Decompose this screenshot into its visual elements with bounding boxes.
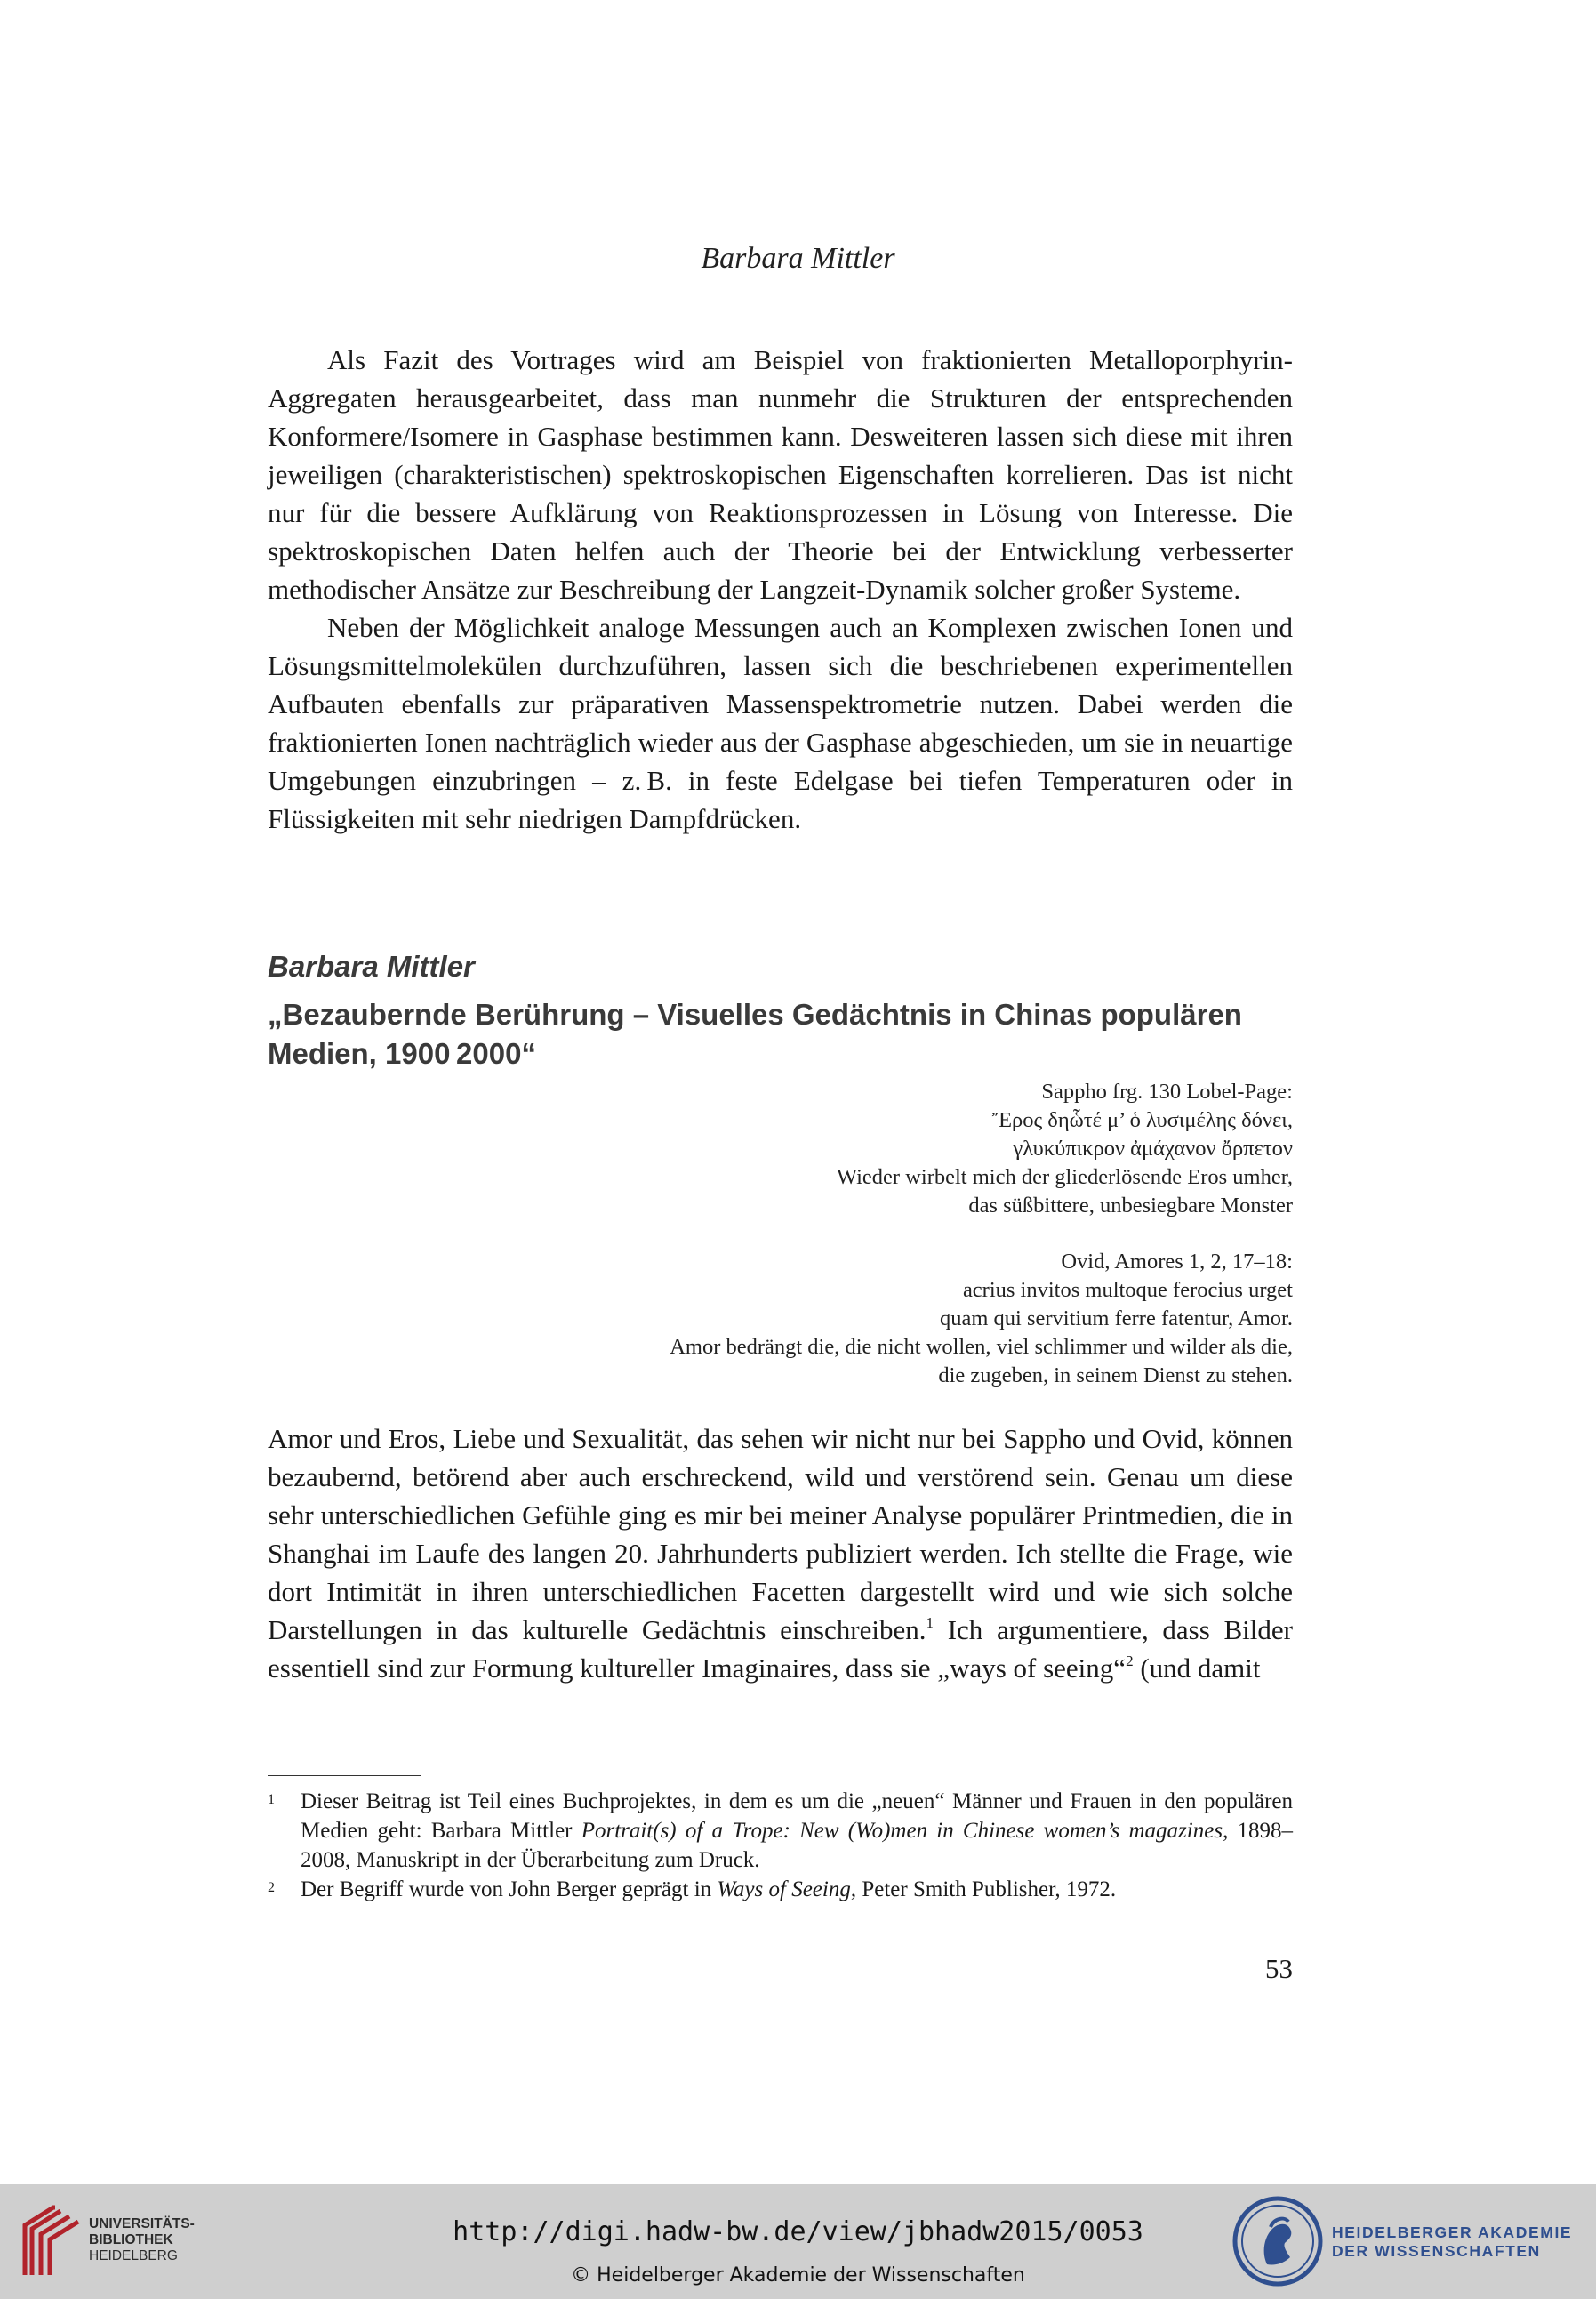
intro-paragraph: Als Fazit des Vortrages wird am Beispiel von fraktionierten Metalloporphyrin-Aggregaten herausgearbeitet, dass man nunmehr die Strukturen der entsprechenden Konformere/Isomere in Gasphase bestimmen kann. Desweiteren lassen sich diese mit ihren jeweiligen (charakteristischen) spektroskopischen Eigenschaften korrelieren. Das ist nicht nur für die bessere Aufklärung von Reaktionsprozessen in Lösung von Interesse. Die spektroskopischen Daten helfen auch der Theorie bei der Entwicklung verbesserter methodischer Ansätze zur Beschreibung der Langzeit-Dynamik solcher großer Systeme. bbox=[268, 344, 1293, 605]
footnote-number: 1 bbox=[268, 1792, 275, 1807]
footnote-divider bbox=[268, 1775, 421, 1776]
library-name-line: HEIDELBERG bbox=[89, 2248, 178, 2263]
academy-name-line: DER WISSENSCHAFTEN bbox=[1332, 2242, 1541, 2260]
main-text-part: Amor und Eros, Liebe und Sexualität, das sehen wir nicht nur bei Sappho und Ovid, können bezaubernd, betörend aber auch erschreckend, wild und verstörend sein. Genau um diese sehr unterschiedlichen Gefühle ging es mir bei meiner Analyse populärer Printmedien, die in Shanghai im Laufe des langen 20. Jahrhunderts publiziert werden. Ich stellte die Frage, wie dort Intimität in ihren unterschiedlichen Facetten dargestellt wird und wie sich solche Darstellungen in das kulturelle Gedächtnis einschreiben. bbox=[268, 1423, 1293, 1645]
academy-name-line: HEIDELBERGER AKADEMIE bbox=[1332, 2223, 1573, 2241]
intro-text bbox=[268, 341, 1293, 838]
footer-bar bbox=[0, 2184, 1596, 2299]
footnote-ref-2[interactable]: 2 bbox=[1126, 1652, 1134, 1670]
epigraph-line: Ovid, Amores 1, 2, 17–18: bbox=[1061, 1250, 1293, 1274]
epigraph-line: Amor bedrängt die, die nicht wollen, viel schlimmer und wilder als die, bbox=[670, 1335, 1293, 1359]
copyright-notice: © Heidelberger Akademie der Wissenschaften bbox=[571, 2264, 1025, 2287]
footnote-ref-1[interactable]: 1 bbox=[926, 1614, 934, 1632]
footnote-text: Dieser Beitrag ist Teil eines Buchprojektes, in dem es um die „neuen“ Männer und Frauen in den populären Medien geht: Barbara Mittler bbox=[301, 1789, 1293, 1843]
epigraph-line: Wieder wirbelt mich der gliederlösende Eros umher, bbox=[836, 1165, 1293, 1189]
footnote-title: Ways of Seeing bbox=[717, 1877, 851, 1901]
section-author: Barbara Mittler bbox=[268, 950, 475, 983]
main-text-part: (und damit bbox=[1133, 1652, 1261, 1684]
document-url-link[interactable]: http://digi.hadw-bw.de/view/jbhadw2015/0053 bbox=[453, 2216, 1143, 2247]
footnote-text: , 1898–2008, Manuskript in der Überarbeitung zum Druck. bbox=[301, 1819, 1294, 1872]
epigraph-line: die zugeben, in seinem Dienst zu stehen. bbox=[938, 1363, 1293, 1387]
intro-paragraph: Neben der Möglichkeit analoge Messungen auch an Komplexen zwischen Ionen und Lösungsmittelmolekülen durchzuführen, lassen sich die beschriebenen experimentellen Aufbauten ebenfalls zur präparativen Massenspektrometrie nutzen. Dabei werden die fraktionierten Ionen nachträglich wieder aus der Gasphase abgeschieden, um sie in neuartige Umgebungen einzubringen – z. B. in feste Edelgase bei tiefen Temperaturen oder in Flüssigkeiten mit sehr niedrigen Dampfdrücken. bbox=[268, 612, 1293, 834]
page-number: 53 bbox=[1265, 1953, 1293, 1984]
footnote-number: 2 bbox=[268, 1880, 275, 1895]
academy-seal-icon[interactable] bbox=[1231, 2195, 1324, 2292]
epigraph-ovid bbox=[670, 1248, 1293, 1390]
footnote-1 bbox=[268, 1787, 1293, 1875]
academy-name bbox=[1332, 2223, 1572, 2261]
footnote-text: Der Begriff wurde von John Berger geprägt in bbox=[301, 1877, 718, 1901]
library-name-line: BIBLIOTHEK bbox=[89, 2232, 173, 2247]
section-title: „Bezaubernde Berührung – Visuelles Gedächtnis in Chinas populären Medien, 1900 2000“ bbox=[268, 998, 1242, 1070]
main-text-part: Ich argumentiere, dass Bilder essentiell sind zur Formung kultureller Imaginaires, dass sie „ways of seeing“ bbox=[268, 1614, 1293, 1684]
epigraph-line: γλυκύπικρον ἀμάχανον ὄρπετον bbox=[1013, 1137, 1293, 1161]
library-name-line: UNIVERSITÄTS- bbox=[89, 2216, 195, 2231]
footnotes bbox=[268, 1787, 1293, 1904]
main-text bbox=[268, 1419, 1293, 1687]
running-head: Barbara Mittler bbox=[701, 242, 895, 275]
main-paragraph bbox=[268, 1419, 1293, 1687]
epigraph-line: Sappho frg. 130 Lobel-Page: bbox=[1041, 1080, 1293, 1104]
epigraph-sappho bbox=[837, 1078, 1293, 1220]
footnote-title: Portrait(s) of a Trope: New (Wo)men in Chinese women’s magazines bbox=[581, 1819, 1223, 1843]
epigraph-line: das süßbittere, unbesiegbare Monster bbox=[968, 1194, 1293, 1218]
epigraph-line: Ἔρος δηὧτέ μ’ ὁ λυσιμέλης δόνει, bbox=[991, 1108, 1293, 1132]
footnote-2 bbox=[268, 1875, 1293, 1904]
epigraph-line: acrius invitos multoque ferocius urget bbox=[962, 1278, 1293, 1302]
epigraph-line: quam qui servitium ferre fatentur, Amor. bbox=[939, 1306, 1293, 1330]
footnote-text: , Peter Smith Publisher, 1972. bbox=[850, 1877, 1117, 1901]
